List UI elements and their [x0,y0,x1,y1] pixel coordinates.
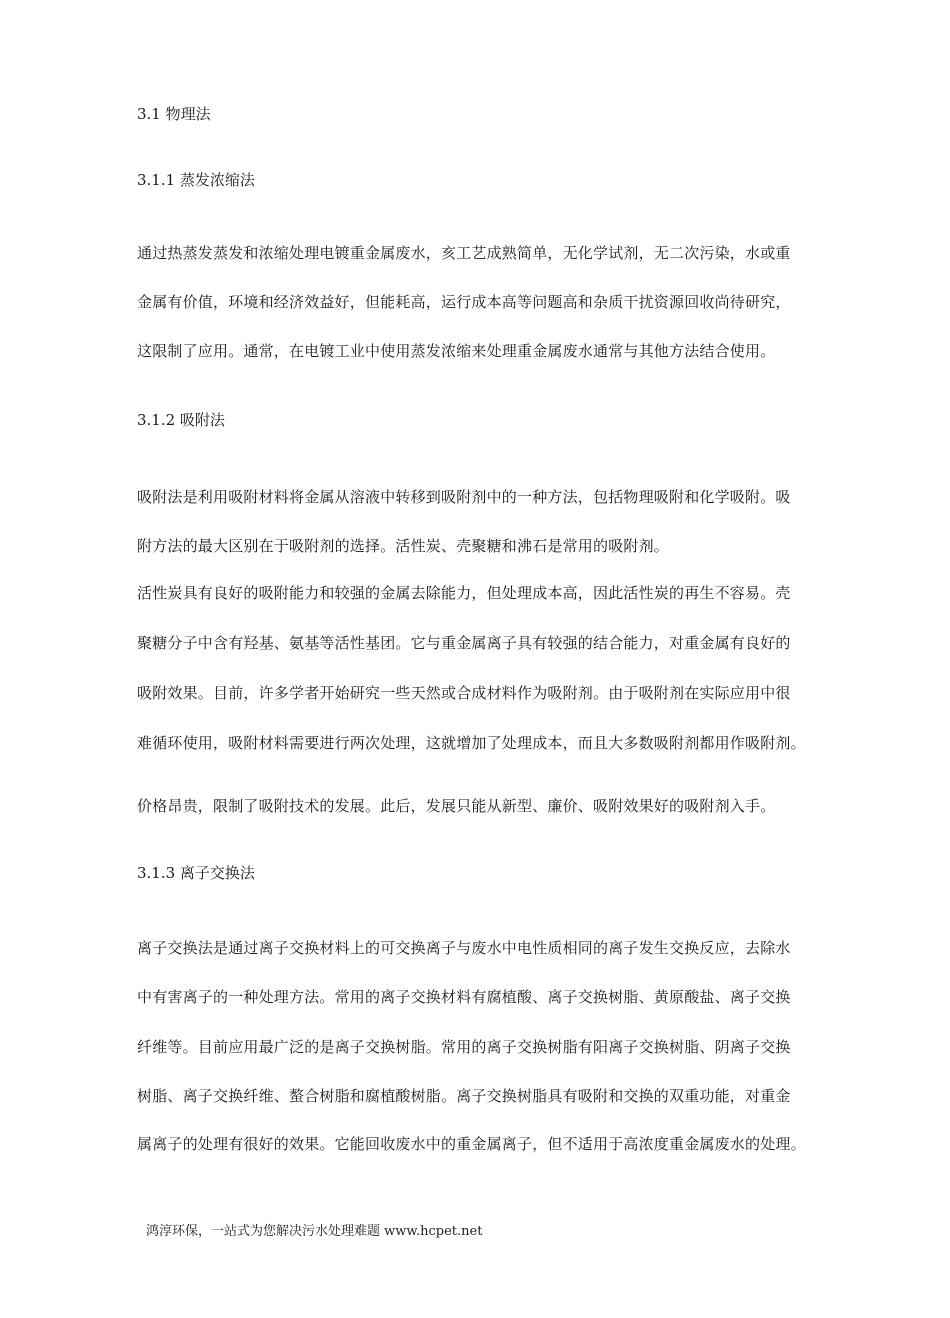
section-heading-3-1-2: 3.1.2 吸附法 [137,411,225,429]
section-heading-3-1-3: 3.1.3 离子交换法 [137,864,255,882]
paragraph-line: 聚糖分子中含有羟基、氨基等活性基团。它与重金属离子具有较强的结合能力，对重金属有良好的 [137,634,791,652]
paragraph-line: 吸附效果。目前，许多学者开始研究一些天然或合成材料作为吸附剂。由于吸附剂在实际应用中很 [137,684,791,702]
paragraph-line: 树脂、离子交换纤维、螯合树脂和腐植酸树脂。离子交换树脂具有吸附和交换的双重功能，对重金 [137,1087,791,1105]
page-footer: 鸿淳环保，一站式为您解决污水处理难题 www.hcpet.net [146,1224,483,1239]
section-heading-3-1: 3.1 物理法 [137,105,211,123]
paragraph-line: 附方法的最大区别在于吸附剂的选择。活性炭、壳聚糖和沸石是常用的吸附剂。 [137,537,670,555]
paragraph-line: 离子交换法是通过离子交换材料上的可交换离子与废水中电性质相同的离子发生交换反应，去除水 [137,939,791,957]
paragraph-line: 纤维等。目前应用最广泛的是离子交换树脂。常用的离子交换树脂有阳离子交换树脂、阴离子交换 [137,1038,791,1056]
paragraph-line: 属离子的处理有很好的效果。它能回收废水中的重金属离子，但不适用于高浓度重金属废水的处理。 [137,1135,806,1153]
paragraph-line: 通过热蒸发蒸发和浓缩处理电镀重金属废水，亥工艺成熟简单，无化学试剂，无二次污染，水或重 [137,244,791,262]
paragraph-line: 这限制了应用。通常，在电镀工业中使用蒸发浓缩来处理重金属废水通常与其他方法结合使用。 [137,342,776,360]
paragraph-line: 价格昂贵，限制了吸附技术的发展。此后，发展只能从新型、廉价、吸附效果好的吸附剂入手。 [137,797,776,815]
paragraph-line: 吸附法是利用吸附材料将金属从溶液中转移到吸附剂中的一种方法，包括物理吸附和化学吸附。吸 [137,488,791,506]
section-heading-3-1-1: 3.1.1 蒸发浓缩法 [137,171,255,189]
paragraph-line: 中有害离子的一种处理方法。常用的离子交换材料有腐植酸、离子交换树脂、黄原酸盐、离子交换 [137,988,791,1006]
paragraph-line: 金属有价值，环境和经济效益好，但能耗高，运行成本高等问题高和杂质干扰资源回收尚待研究， [137,293,791,311]
paragraph-line: 活性炭具有良好的吸附能力和较强的金属去除能力，但处理成本高，因此活性炭的再生不容易。壳 [137,584,791,602]
paragraph-line: 难循环使用，吸附材料需要进行两次处理，这就增加了处理成本，而且大多数吸附剂都用作吸附剂。 [137,734,806,752]
